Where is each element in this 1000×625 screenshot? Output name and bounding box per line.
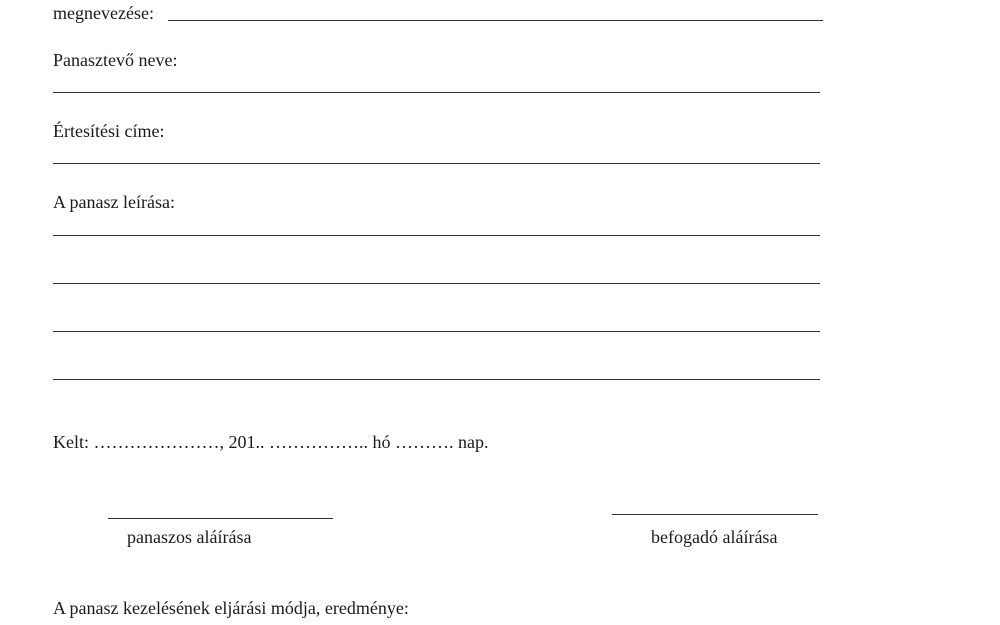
complainant-name-label: Panasztevő neve: xyxy=(53,50,178,70)
complaint-description-line-1[interactable] xyxy=(53,235,820,236)
procedure-result-label: A panasz kezelésének eljárási módja, eredménye: xyxy=(53,598,409,618)
receiver-signature-label: befogadó aláírása xyxy=(651,527,778,547)
name-of-entity-label: megnevezése: xyxy=(53,3,154,23)
complaint-description-line-3[interactable] xyxy=(53,331,820,332)
complaint-description-label: A panasz leírása: xyxy=(53,192,175,212)
complainant-name-line[interactable] xyxy=(53,92,820,93)
complaint-description-line-2[interactable] xyxy=(53,283,820,284)
complaint-description-line-4[interactable] xyxy=(53,379,820,380)
name-of-entity-line[interactable] xyxy=(168,20,823,21)
date-line: Kelt: …………………, 201.. …………….. hó ………. nap. xyxy=(53,432,489,452)
complainant-signature-label: panaszos aláírása xyxy=(127,527,252,547)
notification-address-label: Értesítési címe: xyxy=(53,121,165,141)
complainant-signature-line[interactable] xyxy=(108,518,333,519)
receiver-signature-line[interactable] xyxy=(612,514,818,515)
notification-address-line[interactable] xyxy=(53,163,820,164)
